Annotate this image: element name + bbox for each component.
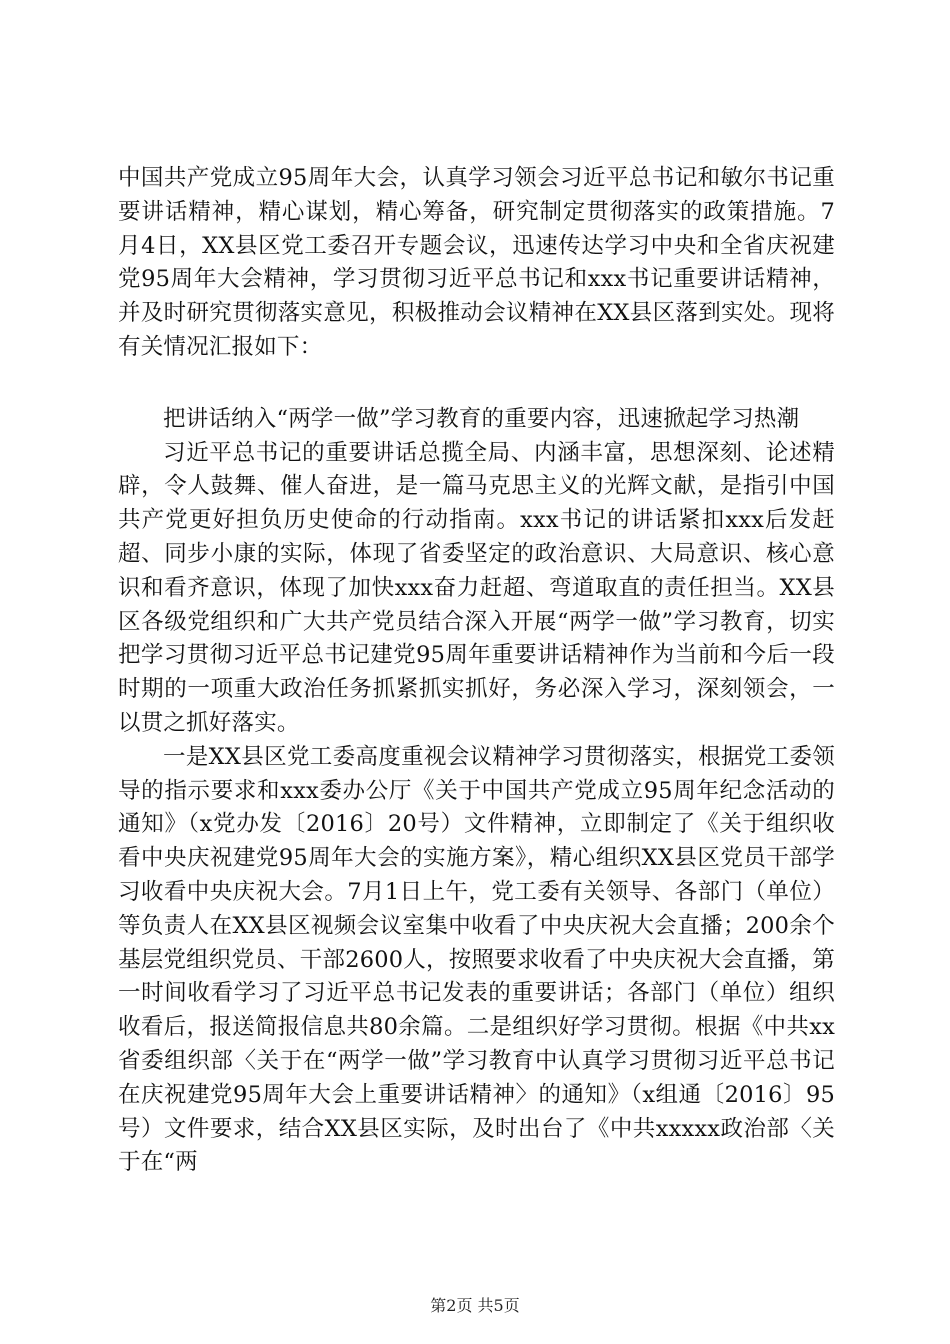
- section-heading: 把讲话纳入“两学一做”学习教育的重要内容，迅速掀起学习热潮: [163, 405, 800, 432]
- document-body: [118, 162, 835, 1180]
- paragraph-intro: 中国共产党成立95周年大会，认真学习领会习近平总书记和敏尔书记重要讲话精神，精心谋划，精心筹备，研究制定贯彻落实的政策措施。7月4日，XX县区党工委召开专题会议，迅速传达学习中央和全省庆祝建党95周年大会精神，学习贯彻习近平总书记和xxx书记重要讲话精神，并及时研究贯彻落实意见，积极推动会议精神在XX县区落到实处。现将有关情况汇报如下：: [118, 165, 835, 360]
- page-number-footer: 第2页 共5页: [430, 1296, 520, 1315]
- paragraph-gap: [118, 365, 835, 403]
- paragraph-speech-summary: 习近平总书记的重要讲话总揽全局、内涵丰富，思想深刻、论述精辟，令人鼓舞、催人奋进，是一篇马克思主义的光辉文献，是指引中国共产党更好担负历史使命的行动指南。xxx书记的讲话紧扣xxx后发赶超、同步小康的实际，体现了省委坚定的政治意识、大局意识、核心意识和看齐意识，体现了加快xxx奋力赶超、弯道取直的责任担当。XX县区各级党组织和广大共产党员结合深入开展“两学一做”学习教育，切实把学习贯彻习近平总书记建党95周年重要讲话精神作为当前和今后一段时期的一项重大政治任务抓紧抓实抓好，务必深入学习，深刻领会，一以贯之抓好落实。: [118, 439, 835, 736]
- paragraph-implementation: 一是XX县区党工委高度重视会议精神学习贯彻落实，根据党工委领导的指示要求和xxx委办公厅《关于中国共产党成立95周年纪念活动的通知》（x党办发〔2016〕20号）文件精神，立即制定了《关于组织收看中央庆祝建党95周年大会的实施方案》，精心组织XX县区党员干部学习收看中央庆祝大会。7月1日上午，党工委有关领导、各部门（单位）等负责人在XX县区视频会议室集中收看了中央庆祝大会直播；200余个基层党组织党员、干部2600人，按照要求收看了中央庆祝大会直播，第一时间收看学习了习近平总书记发表的重要讲话；各部门（单位）组织收看后，报送简报信息共80余篇。二是组织好学习贯彻。根据《中共xx省委组织部〈关于在“两学一做”学习教育中认真学习贯彻习近平总书记在庆祝建党95周年大会上重要讲话精神〉的通知》（x组通〔2016〕95号）文件要求，结合XX县区实际，及时出台了《中共xxxxx政治部〈关于在“两: [118, 743, 835, 1176]
